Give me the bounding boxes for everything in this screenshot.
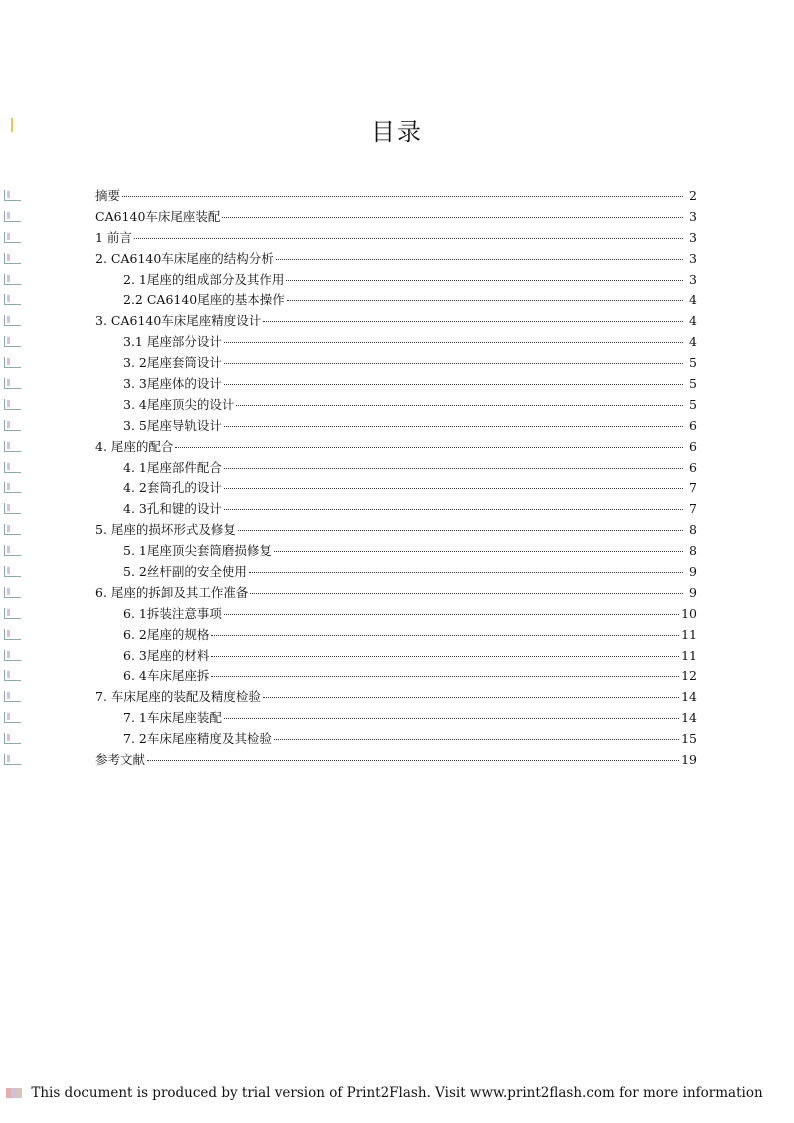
toc-entry-label: 5. 2丝杆副的安全使用 [123,564,247,580]
toc-entry-page: 14 [681,689,697,705]
toc-entry[interactable] [95,290,697,311]
toc-entry-label: 6. 1拆装注意事项 [123,605,222,621]
bookmark-icon [4,228,24,249]
bookmark-icon [4,478,24,499]
toc-entry-page: 5 [689,396,697,412]
margin-marks [4,186,24,771]
toc-entry-page: 3 [689,229,697,245]
toc-entry[interactable] [95,374,697,395]
toc-entry[interactable] [95,520,697,541]
bookmark-icon [4,729,24,750]
table-of-contents [95,186,697,771]
toc-entry-label: 6. 2尾座的规格 [123,626,210,642]
toc-entry-page: 11 [681,626,697,642]
bookmark-icon [4,625,24,646]
toc-entry-label: 3.1 尾座部分设计 [123,334,222,350]
toc-entry[interactable] [95,228,697,249]
toc-dot-leader [274,551,683,552]
bookmark-icon [4,646,24,667]
toc-entry-label: 1 前言 [95,229,132,245]
bookmark-icon [4,437,24,458]
toc-dot-leader [211,635,679,636]
toc-entry-label: 3. CA6140车床尾座精度设计 [95,313,262,329]
bookmark-icon [4,207,24,228]
toc-dot-leader [175,447,683,448]
toc-dot-leader [224,718,679,719]
toc-dot-leader [224,614,679,615]
toc-dot-leader [274,739,679,740]
toc-dot-leader [224,363,683,364]
toc-entry-page: 9 [689,584,697,600]
toc-entry-label: CA6140车床尾座装配 [95,208,221,224]
toc-entry-page: 11 [681,647,697,663]
toc-entry-label: 4. 1尾座部件配合 [123,459,222,475]
bookmark-icon [4,332,24,353]
toc-entry-label: 5. 尾座的损坏形式及修复 [95,522,236,538]
toc-entry-page: 3 [689,271,697,287]
bookmark-icon [4,249,24,270]
toc-dot-leader [249,572,683,573]
bookmark-icon [4,541,24,562]
toc-dot-leader [263,321,683,322]
toc-entry-page: 5 [689,376,697,392]
toc-entry-label: 5. 1尾座顶尖套筒磨损修复 [123,543,272,559]
toc-dot-leader [222,217,683,218]
toc-entry-label: 参考文献 [95,752,146,768]
toc-entry[interactable] [95,583,697,604]
toc-entry[interactable] [95,646,697,667]
bookmark-icon [4,290,24,311]
toc-dot-leader [263,697,679,698]
toc-entry-label: 6. 3尾座的材料 [123,647,210,663]
bookmark-icon [4,750,24,771]
toc-entry-label: 摘要 [95,188,121,203]
toc-entry-page: 6 [689,438,697,454]
bookmark-icon [4,374,24,395]
toc-entry[interactable] [95,353,697,374]
toc-entry[interactable] [95,332,697,353]
toc-dot-leader [236,405,683,406]
bookmark-icon [4,311,24,332]
toc-entry[interactable] [95,270,697,291]
bookmark-icon [4,186,24,207]
toc-entry[interactable] [95,604,697,625]
bookmark-icon [4,353,24,374]
toc-entry[interactable] [95,311,697,332]
toc-entry-label: 6. 4车床尾座拆 [123,668,210,684]
toc-dot-leader [211,656,679,657]
toc-entry-page: 4 [689,313,697,329]
trial-footer: This document is produced by trial version of Print2Flash. Visit www.print2flash.com for more information [31,1085,763,1101]
toc-entry[interactable] [95,750,697,771]
toc-entry[interactable] [95,666,697,687]
toc-dot-leader [122,196,683,197]
bookmark-icon [4,562,24,583]
toc-entry-label: 7. 1车床尾座装配 [123,710,222,726]
toc-entry-label: 7. 2车床尾座精度及其检验 [123,731,272,747]
bookmark-icon [4,583,24,604]
toc-entry[interactable] [95,186,697,207]
toc-dot-leader [224,488,683,489]
toc-entry[interactable] [95,687,697,708]
toc-entry[interactable] [95,708,697,729]
toc-entry-page: 7 [689,501,697,517]
toc-entry-page: 10 [681,605,697,621]
toc-entry-page: 14 [681,710,697,726]
toc-dot-leader [287,300,683,301]
bookmark-icon [4,604,24,625]
toc-entry-label: 2. 1尾座的组成部分及其作用 [123,271,285,287]
toc-dot-leader [224,342,683,343]
toc-entry-label: 3. 4尾座顶尖的设计 [123,396,235,412]
toc-entry-page: 3 [689,250,697,266]
toc-entry-label: 2. CA6140车床尾座的结构分析 [95,250,274,266]
toc-entry-page: 4 [689,334,697,350]
toc-entry[interactable] [95,625,697,646]
toc-entry[interactable] [95,499,697,520]
toc-entry-label: 4. 尾座的配合 [95,438,174,454]
toc-entry-label: 6. 尾座的拆卸及其工作准备 [95,584,249,600]
toc-entry[interactable] [95,437,697,458]
toc-dot-leader [286,280,683,281]
toc-entry[interactable] [95,395,697,416]
toc-entry-page: 19 [681,752,697,768]
toc-dot-leader [224,426,683,427]
bookmark-icon [4,520,24,541]
toc-entry[interactable] [95,729,697,750]
bookmark-icon [4,687,24,708]
bookmark-icon [4,458,24,479]
toc-entry-page: 3 [689,208,697,224]
toc-entry[interactable] [95,541,697,562]
toc-entry[interactable] [95,416,697,437]
toc-entry-page: 2 [689,188,697,203]
bookmark-icon [4,666,24,687]
toc-entry-page: 8 [689,522,697,538]
bookmark-icon [4,395,24,416]
toc-entry-page: 5 [689,355,697,371]
toc-entry-label: 3. 5尾座导轨设计 [123,417,222,433]
toc-entry-page: 15 [681,731,697,747]
toc-dot-leader [276,259,683,260]
bookmark-icon [4,499,24,520]
page-title: 目录 [371,118,423,146]
toc-dot-leader [224,384,683,385]
toc-entry-label: 3. 3尾座体的设计 [123,376,222,392]
toc-dot-leader [238,530,683,531]
toc-entry-label: 4. 3孔和键的设计 [123,501,222,517]
toc-entry-page: 8 [689,543,697,559]
bookmark-icon [4,708,24,729]
toc-entry-page: 4 [689,292,697,308]
toc-dot-leader [211,676,679,677]
toc-dot-leader [147,760,679,761]
toc-entry-page: 6 [689,459,697,475]
toc-entry-label: 2.2 CA6140尾座的基本操作 [123,292,285,308]
toc-entry-page: 12 [681,668,697,684]
toc-entry[interactable] [95,207,697,228]
bookmark-icon [4,416,24,437]
toc-entry-page: 6 [689,417,697,433]
bookmark-icon [4,270,24,291]
toc-dot-leader [224,468,683,469]
toc-dot-leader [134,238,683,239]
toc-entry[interactable] [95,478,697,499]
toc-entry[interactable] [95,249,697,270]
toc-entry[interactable] [95,458,697,479]
toc-dot-leader [250,593,683,594]
toc-entry-page: 7 [689,480,697,496]
toc-entry[interactable] [95,562,697,583]
toc-entry-label: 4. 2套筒孔的设计 [123,480,222,496]
toc-dot-leader [224,509,683,510]
toc-entry-label: 3. 2尾座套筒设计 [123,355,222,371]
toc-entry-page: 9 [689,564,697,580]
toc-entry-label: 7. 车床尾座的装配及精度检验 [95,689,261,705]
